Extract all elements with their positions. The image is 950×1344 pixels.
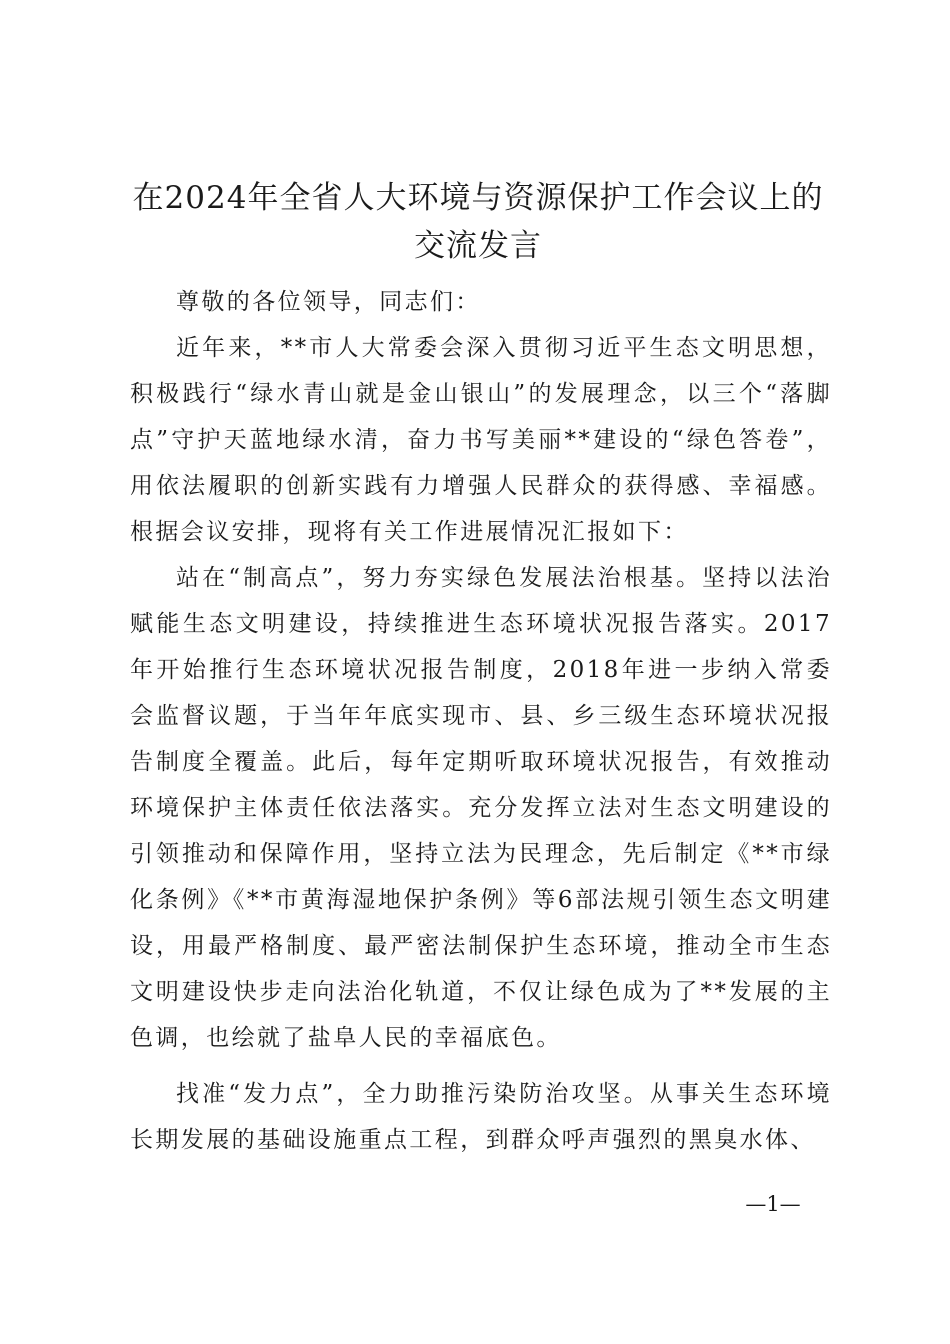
salutation: 尊敬的各位领导，同志们： xyxy=(176,289,481,315)
paragraph-legal-foundation: 站在“制高点”，努力夯实绿色发展法治根基。坚持以法治赋能生态文明建设，持续推进生态环境状况报告落实。2017年开始推行生态环境状况报告制度，2018年进一步纳入常委会监督议题，于当年年底实现市、县、乡三级生态环境状况报告制度全覆盖。此后，每年定期听取环境状况报告，有效推动环境保护主体责任依法落实。充分发挥立法对生态文明建设的引领推动和保障作用，坚持立法为民理念，先后制定《**市绿化条例》《**市黄海湿地保护条例》等6部法规引领生态文明建设，用最严格制度、最严密法制保护生态环境，推动全市生态文明建设快步走向法治化轨道，不仅让绿色成为了**发展的主色调，也绘就了盐阜人民的幸福底色。 xyxy=(130,565,832,1051)
paragraph-pollution-control: 找准“发力点”，全力助推污染防治攻坚。从事关生态环境长期发展的基础设施重点工程，到群众呼声强烈的黑臭水体、 xyxy=(130,1081,832,1153)
page-number: —1— xyxy=(745,1192,801,1216)
document-title: 在2024年全省人大环境与资源保护工作会议上的交流发言 xyxy=(132,180,824,264)
paragraph-intro: 近年来，**市人大常委会深入贯彻习近平生态文明思想，积极践行“绿水青山就是金山银山”的发展理念，以三个“落脚点”守护天蓝地绿水清，奋力书写美丽**建设的“绿色答卷”，用依法履职的创新实践有力增强人民群众的获得感、幸福感。根据会议安排，现将有关工作进展情况汇报如下： xyxy=(130,335,832,545)
document-body xyxy=(130,279,832,1163)
